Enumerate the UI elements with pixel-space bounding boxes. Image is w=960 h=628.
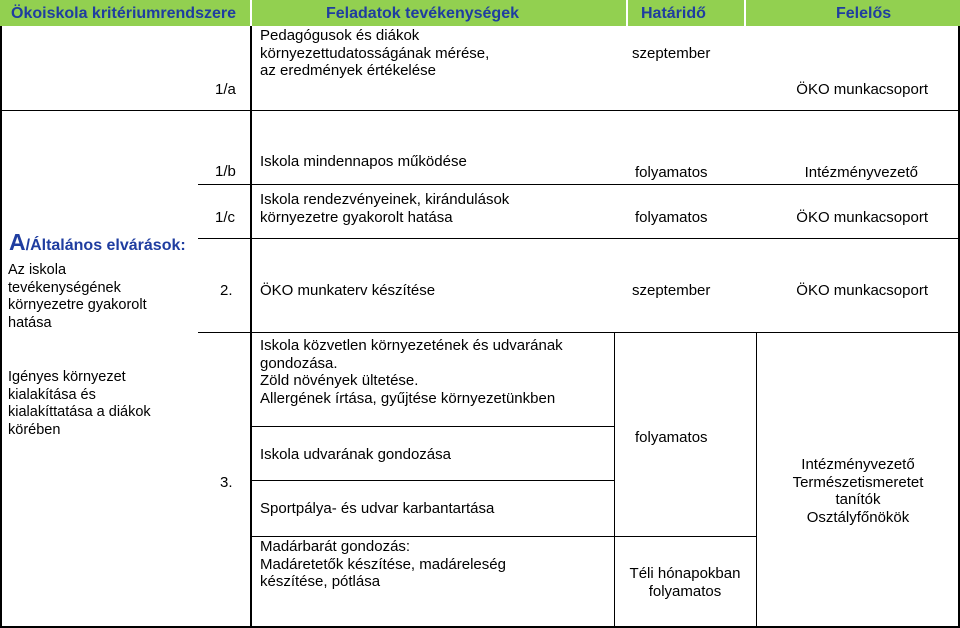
divider-after-criteria	[250, 26, 252, 628]
row-1c-number: 1/c	[215, 209, 236, 226]
criteria-block-2-line: Igényes környezet	[8, 369, 126, 385]
task-line: az eredmények értékelése	[260, 62, 436, 79]
row-1b-owner: Intézményvezető	[804, 164, 918, 181]
task-line: Madárbarát gondozás:	[260, 538, 411, 555]
row-2-number: 2.	[220, 282, 233, 299]
task-line: Allergének írtása, gyűjtése környezetünkben	[260, 389, 556, 407]
criteria-block-1	[8, 262, 147, 332]
owner-line: Intézményvezető	[801, 456, 915, 473]
task-line: készítése, pótlása	[260, 573, 381, 590]
criteria-block-1-line: hatása	[8, 314, 52, 331]
task-line: Zöld növények ültetése.	[260, 372, 419, 389]
header-tasks-label: Feladatok tevékenységek	[326, 5, 519, 22]
row-3-task-4	[260, 538, 506, 591]
owner-line: Osztályfőnökök	[806, 508, 910, 526]
table-border-left	[0, 26, 2, 628]
row-2-deadline: szeptember	[632, 282, 711, 299]
task-line: Madáretetők készítése, madáreleség	[260, 555, 506, 573]
row-3-deadline: folyamatos	[635, 429, 708, 446]
header-deadline-label: Határidő	[641, 5, 706, 22]
divider-2-bottom	[198, 332, 960, 333]
row-1a-owner: ÖKO munkacsoport	[796, 81, 928, 98]
divider-1c-bottom	[198, 238, 960, 239]
row-1b-number: 1/b	[215, 163, 236, 180]
task-line: Iskola rendezvényeinek, kirándulások	[260, 191, 510, 208]
row-1c-owner: ÖKO munkacsoport	[796, 209, 928, 226]
divider-num-col	[250, 140, 252, 193]
divider-1a-bottom	[0, 110, 960, 111]
row-1b-task: Iskola mindennapos működése	[260, 153, 467, 170]
criteria-heading	[9, 229, 186, 255]
row-3-task-3: Sportpálya- és udvar karbantartása	[260, 500, 495, 517]
row-3-task-1	[260, 337, 563, 407]
row-1a-number: 1/a	[215, 81, 236, 98]
task-line: gondozása.	[260, 354, 338, 372]
deadline-line: Téli hónapokban	[629, 565, 741, 582]
owner-line: Természetismeretet	[792, 473, 924, 491]
row-1a-task	[260, 27, 489, 80]
divider-3-task-c	[252, 536, 757, 537]
task-line: Pedagógusok és diákok	[260, 27, 420, 44]
criteria-block-2-line: kialakíttatása a diákok	[8, 404, 151, 420]
criteria-heading-letter: A	[9, 229, 26, 255]
task-line: környezettudatosságának mérése,	[260, 44, 490, 62]
owner-line: tanítók	[835, 491, 881, 508]
header-cell-tasks	[252, 0, 626, 26]
row-3-number: 3.	[220, 474, 233, 491]
header-owner-label: Felelős	[836, 5, 892, 22]
header-cell-owner	[746, 0, 960, 26]
criteria-block-2	[8, 369, 151, 439]
criteria-block-1-line: Az iskola	[8, 262, 67, 278]
header-criteria-label: Ökoiskola kritériumrendszere	[11, 5, 236, 22]
criteria-heading-text: /Általános elvárások:	[25, 237, 186, 254]
row-1c-task	[260, 191, 509, 226]
divider-3-task-a	[252, 426, 614, 427]
task-line: környezetre gyakorolt hatása	[260, 208, 453, 226]
divider-3-owner-col	[756, 333, 757, 626]
header-cell-criteria	[0, 0, 250, 26]
criteria-block-2-line: körében	[8, 421, 61, 438]
task-line: Iskola közvetlen környezetének és udvarának	[260, 337, 563, 354]
row-3-owners	[758, 456, 958, 526]
row-2-task: ÖKO munkaterv készítése	[260, 282, 436, 299]
row-1b-deadline: folyamatos	[635, 164, 708, 181]
deadline-line: folyamatos	[648, 582, 722, 600]
criteria-block-1-line: tevékenységének	[8, 279, 121, 296]
divider-3-task-b	[252, 480, 614, 481]
header-cell-deadline	[628, 0, 744, 26]
divider-1b-bottom	[198, 184, 960, 185]
criteria-block-1-line: környezetre gyakorolt	[8, 297, 147, 313]
row-2-owner: ÖKO munkacsoport	[796, 282, 928, 299]
row-1c-deadline: folyamatos	[635, 209, 708, 226]
row-1a-deadline: szeptember	[632, 45, 711, 62]
row-3-deadline-last	[614, 565, 756, 600]
criteria-block-2-line: kialakítása és	[8, 386, 96, 403]
row-3-task-2: Iskola udvarának gondozása	[260, 446, 451, 463]
